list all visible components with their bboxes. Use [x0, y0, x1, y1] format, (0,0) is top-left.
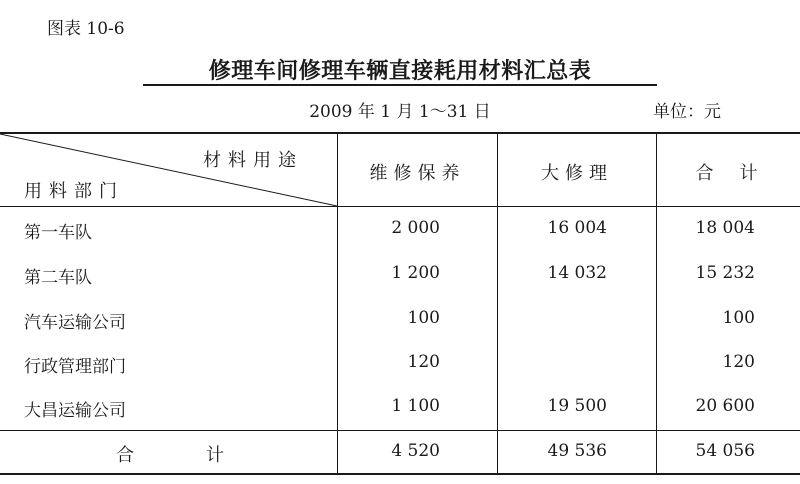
row-total-value: 15 232 [695, 263, 755, 283]
table-title: 修理车间修理车辆直接耗用材料汇总表 [208, 59, 592, 84]
title-underline [143, 84, 657, 86]
row-maint-value: 2 000 [391, 218, 440, 238]
totals-label-left: 合 [116, 445, 134, 466]
row-overhaul-value: 16 004 [547, 218, 607, 238]
header-col-total: 合 计 [695, 163, 762, 184]
totals-overhaul-value: 49 536 [547, 441, 607, 461]
unit-text: 单位：元 [653, 102, 721, 122]
row-total-value: 100 [722, 308, 755, 328]
row-dept: 行政管理部门 [24, 357, 126, 377]
row-maint-value: 1 200 [391, 263, 440, 283]
row-overhaul-value: 14 032 [547, 263, 607, 283]
row-total-value: 20 600 [695, 396, 755, 416]
figure-label: 图表 10-6 [47, 19, 125, 39]
summary-table [0, 132, 800, 475]
row-maint-value: 120 [407, 352, 440, 372]
totals-top-rule [0, 430, 800, 431]
totals-maint-value: 4 520 [391, 441, 440, 461]
row-dept: 汽车运输公司 [24, 313, 126, 333]
row-maint-value: 1 100 [391, 396, 440, 416]
row-dept: 第二车队 [24, 268, 92, 288]
totals-total-value: 54 056 [695, 441, 755, 461]
row-total-value: 18 004 [695, 218, 755, 238]
header-dept-label: 用料部门 [24, 181, 124, 202]
table-bottom-rule [0, 473, 800, 475]
header-col-overhaul: 大修理 [541, 163, 613, 184]
header-col-maintenance: 维修保养 [369, 163, 466, 184]
totals-label-right: 计 [206, 445, 224, 466]
header-usage-label: 材料用途 [203, 150, 303, 171]
row-total-value: 120 [722, 352, 755, 372]
row-overhaul-value: 19 500 [547, 396, 607, 416]
period-text: 2009 年 1 月 1～31 日 [309, 102, 491, 122]
row-maint-value: 100 [407, 308, 440, 328]
row-dept: 第一车队 [24, 223, 92, 243]
row-dept: 大昌运输公司 [24, 401, 126, 421]
